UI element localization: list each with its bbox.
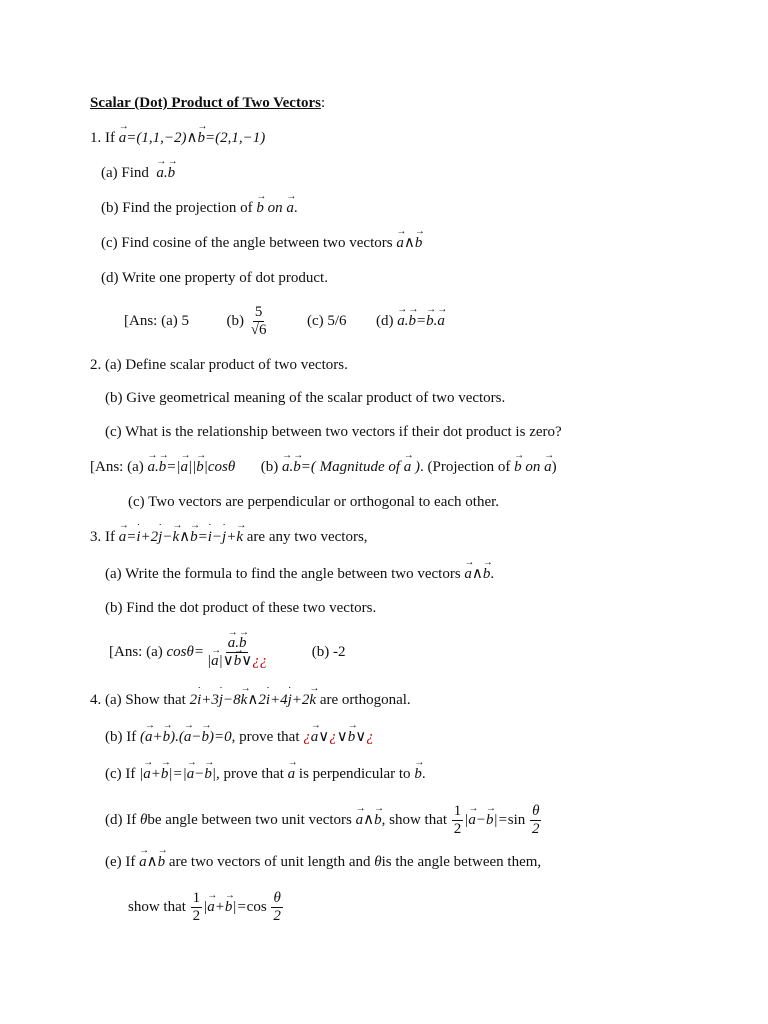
q1-ans-b-fraction bbox=[249, 304, 269, 339]
q1-stem bbox=[90, 128, 265, 148]
q4-a-math: 2˙ i+3˙ j−8→ k∧2˙ i+4˙ j+2→ k bbox=[190, 692, 317, 708]
q4-e-theta: θ bbox=[374, 854, 382, 870]
q1-a-values: (1,1,−2) bbox=[136, 130, 187, 146]
q4-d-abs: |→ a−→ b|= bbox=[464, 812, 508, 828]
q1-b-on: on bbox=[267, 200, 283, 216]
q4-c-vec-a: → a bbox=[288, 764, 296, 784]
q3-part-b: (b) Find the dot product of these two vectors. bbox=[105, 600, 377, 616]
q3-fraction: → $\frac{a.\to b}{|\to a|\vee\to b\vee¿¿}$ bbox=[205, 635, 269, 670]
q3-vector-expression: → a=˙ i+2˙ j−→ k∧→ b=˙ i−˙ j+→ k bbox=[119, 529, 243, 545]
q2-ans-a-math: → a.→ b=|→ a||→ b|cosθ bbox=[147, 459, 235, 475]
q4-e-math: → a∧→ b bbox=[139, 854, 165, 870]
q1-ans-d-math: → a.→ b=→ b.→ a bbox=[397, 313, 445, 329]
q4-e-mid: are two vectors of unit length and bbox=[165, 854, 375, 870]
q1-ans-a: [Ans: (a) 5 bbox=[124, 313, 189, 329]
q1-ans-b-num: 5 bbox=[254, 304, 263, 321]
q4-d-show: , show that bbox=[381, 812, 451, 828]
q2-ans-b-proj-math: → b on → a bbox=[514, 459, 552, 475]
q4-e-pre: (e) If bbox=[105, 854, 140, 870]
q3-answers bbox=[109, 632, 345, 672]
q4-part-c: (c) If |→ a+→ b|=|→ a−→ b|, prove that → a is perpendicular to → b. bbox=[105, 764, 426, 784]
q2-part-a: 2. (a) Define scalar product of two vectors. bbox=[90, 357, 348, 373]
q2-projection: . (Projection of bbox=[420, 459, 515, 475]
q4-part-a bbox=[90, 690, 411, 710]
q1-b-values: (2,1,−1) bbox=[215, 130, 266, 146]
q4-b-mid: , prove that bbox=[231, 729, 304, 745]
q3-tail: are any two vectors, bbox=[246, 529, 368, 545]
q2-ans-b-math: → a.→ b=( Magnitude of → a ) bbox=[282, 459, 420, 475]
q2-answer-line: [Ans: (a) → a.→ b=|→ a||→ b|cosθ (b) → a.→ b=( Magnitude of → a ). (Projection of → b on → a) bbox=[90, 457, 557, 477]
q4-part-e-show bbox=[128, 887, 284, 927]
q4-part-e bbox=[105, 852, 541, 872]
q1-b-text: (b) Find the projection of bbox=[101, 200, 257, 216]
q3-a-math: → a∧→ b bbox=[464, 566, 490, 582]
q1-ans-b-den: √6 bbox=[250, 322, 267, 339]
q3-part-a: (a) Write the formula to find the angle between two vectors → a∧→ b. bbox=[105, 564, 494, 584]
q4-e-post: is the angle between them, bbox=[381, 854, 542, 870]
q1-part-b: (b) Find the projection of → b on → a. bbox=[101, 198, 298, 218]
q4-d-theta-half: $\frac{\theta}{2}$ bbox=[532, 803, 540, 838]
q4-b-pre: (b) If bbox=[105, 729, 140, 745]
q4-d-pre: (d) If bbox=[105, 812, 140, 828]
q4-d-math-vectors: → a∧→ b bbox=[356, 812, 382, 828]
q4-e-abs: |→ a+→ b|= bbox=[203, 899, 247, 915]
q4-c-mid: , prove that bbox=[216, 766, 288, 782]
q1-a-math: → a.→ b bbox=[153, 165, 176, 181]
q4-e-theta-half: $\frac{\theta}{2}$ bbox=[273, 890, 281, 925]
q4-b-math: (→ a+→ b).(→ a−→ b)=0 bbox=[140, 729, 232, 745]
q1-part-c bbox=[101, 233, 422, 253]
q1-ans-d-label: (d) bbox=[376, 313, 398, 329]
q1-stem-text: 1. If bbox=[90, 130, 119, 146]
q3-ans-a-math: cosθ= → $\frac{a.\to b}{|\to a|\vee\to b\vee¿¿}$ bbox=[166, 644, 270, 660]
q4-c-post: is perpendicular to bbox=[295, 766, 415, 782]
q2-cos: cosθ bbox=[207, 459, 236, 475]
q4-e-half: $\frac{1}{2}$ bbox=[192, 890, 201, 925]
q2-ans-a: [Ans: (a) bbox=[90, 459, 148, 475]
q3-ans-b: (b) -2 bbox=[311, 644, 346, 660]
q4-part-d bbox=[105, 800, 543, 840]
q4-e-show: show that bbox=[128, 899, 190, 915]
page-title-line bbox=[90, 93, 325, 113]
q4-c-vec-b: → b bbox=[414, 764, 422, 784]
q1-ans-c: (c) 5/6 bbox=[306, 313, 347, 329]
q4-e-cos: cos bbox=[246, 899, 267, 915]
title-colon: : bbox=[320, 95, 326, 111]
q2-ans-c: (c) Two vectors are perpendicular or orthogonal to each other. bbox=[128, 494, 500, 510]
q3-a-text: (a) Write the formula to find the angle between two vectors bbox=[105, 566, 465, 582]
q2-ans-b: (b) bbox=[260, 459, 282, 475]
q2-magnitude: Magnitude of bbox=[319, 459, 401, 475]
q4-d-half: $\frac{1}{2}$ bbox=[453, 803, 462, 838]
q4-c-pre: (c) If bbox=[105, 766, 140, 782]
q1-c-text: (c) Find cosine of the angle between two vectors bbox=[101, 235, 397, 251]
q1-vector-expression: → a=(1,1,−2)∧→ b=(2,1,−1) bbox=[119, 130, 265, 146]
q2-on: on bbox=[525, 459, 541, 475]
q4-d-sin: sin bbox=[507, 812, 526, 828]
q1-a-text: (a) Find bbox=[101, 165, 153, 181]
q2-part-b: (b) Give geometrical meaning of the scalar product of two vectors. bbox=[105, 390, 506, 406]
q1-b-math: → b on → a bbox=[256, 200, 294, 216]
q2-part-c: (c) What is the relationship between two vectors if their dot product is zero? bbox=[105, 424, 562, 440]
q4-a-post: are orthogonal. bbox=[319, 692, 411, 708]
q3-cos: cosθ bbox=[166, 644, 194, 660]
q1-part-d: (d) Write one property of dot product. bbox=[101, 270, 328, 286]
q3-ans-a: [Ans: (a) bbox=[109, 644, 167, 660]
q4-d-mid: be angle between two unit vectors bbox=[147, 812, 356, 828]
q1-part-a bbox=[101, 163, 175, 183]
q3-stem bbox=[90, 527, 368, 547]
page-title: Scalar (Dot) Product of Two Vectors bbox=[90, 95, 321, 111]
q4-part-b bbox=[105, 727, 374, 747]
q1-ans-b-label: (b) bbox=[226, 313, 248, 329]
q4-a-pre: 4. (a) Show that bbox=[90, 692, 190, 708]
q1-c-math: → a∧→ b bbox=[396, 235, 422, 251]
q3-stem-text: 3. If bbox=[90, 529, 119, 545]
q4-d-theta: θ bbox=[139, 812, 148, 828]
q4-b-math-2: ¿→ a∨¿∨→ b∨¿ bbox=[303, 729, 373, 745]
q4-c-math: |→ a+→ b|=|→ a−→ b| bbox=[139, 766, 216, 782]
q1-answers bbox=[124, 304, 445, 339]
